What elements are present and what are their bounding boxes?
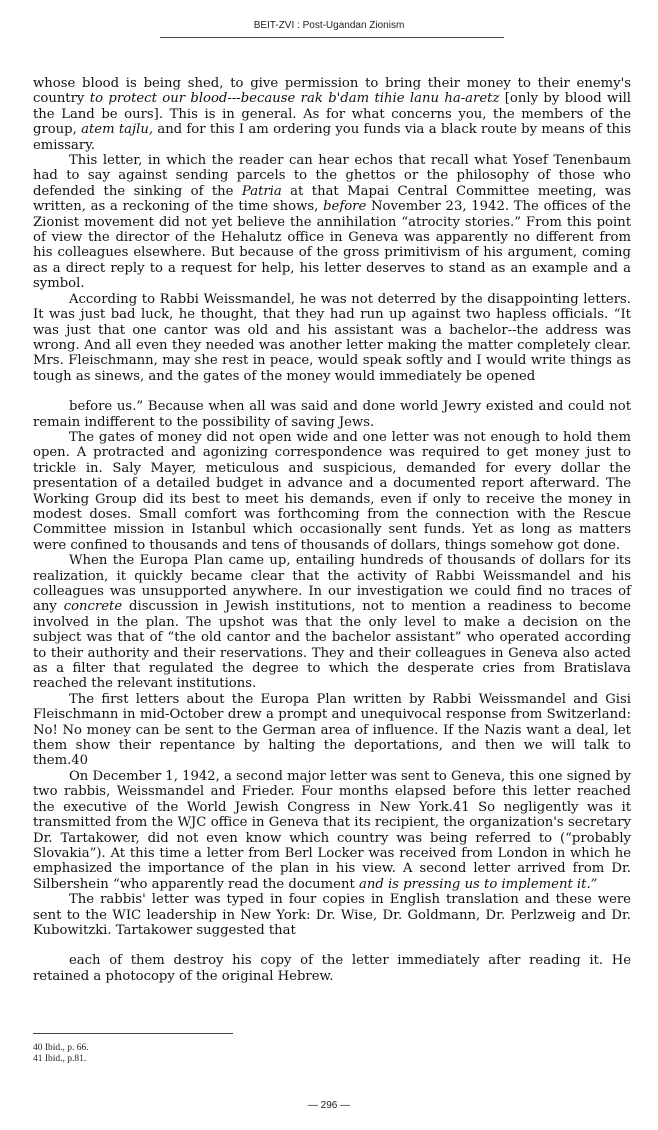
text-run: The rabbis' letter was typed in four copies in English translation and these were sent to the WIC leadership in New York: Dr. Wise, Dr. Goldmann, Dr. Perlzweig and Dr. Kubowitzki. Tartakower suggested that: [33, 892, 631, 938]
text-run: at that Mapai Central Committee meeting, was written, as a reckoning of the time shows,: [33, 183, 631, 215]
body-text: [33, 76, 631, 984]
text-run: each of them destroy his copy of the letter immediately after reading it. He retained a photocopy of the original Hebrew.: [33, 953, 631, 984]
footnote-divider: [33, 1033, 233, 1034]
header-divider: [160, 37, 504, 38]
text-run: whose blood is being shed, to give permission to bring their money to their enemy's country: [33, 76, 631, 107]
text-run: [only by blood will the Land be ours]. This is in general. As for what concerns you, the members of the group,: [33, 91, 632, 138]
text-run: This letter, in which the reader can hear echos that recall what Yosef Tenenbaum had to say against sending parcels to the ghettos or the philosophy of those who defended the sinking of the: [33, 153, 631, 199]
paragraph-10: [33, 953, 631, 984]
paragraph-8: [33, 769, 631, 892]
text-run: before us.” Because when all was said and done world Jewry existed and could not remain indifferent to the possibility of saving Jews.: [33, 399, 631, 430]
paragraph-3: [33, 292, 631, 384]
text-run: November 23, 1942. The offices of the Zionist movement did not yet believe the annihilation “atrocity stories.” From this point of view the director of the Hehalutz office in Geneva was apparently no different from his colleagues elsewhere. But because of the gross primitivism of his argument, coming as a direct reply to a request for help, his letter deserves to stand as an example and a symbol.: [33, 199, 631, 292]
paragraph-6: [33, 553, 631, 692]
text-run: discussion in Jewish institutions, not to mention a readiness to become involved in the plan. The upshot was that the only level to make a decision on the subject was that of “the old cantor and the bachelor assistant” who operated according to their authority and their reservations. They and their colleagues in Geneva also acted as a filter that regulated the degree to which the desperate cries from Bratislava reached the relevant institutions.: [33, 599, 631, 692]
text-run: When the Europa Plan came up, entailing hundreds of thousands of dollars for its realization, it quickly became clear that the activity of Rabbi Weissmandel and his colleagues was unsupported anywhere. In our investigation we could find no traces of any: [33, 553, 631, 615]
text-run: The gates of money did not open wide and one letter was not enough to hold them open. A protracted and agonizing correspondence was required to get money just to trickle in. Saly Mayer, meticulous and suspicious, demanded for every dollar the presentation of a detailed budget in advance and a documented report afterward. The Working Group did its best to meet his demands, even if only to receive the money in modest doses. Small comfort was forthcoming from the connection with the Rescue Committee mission in Istanbul which occasionally sent funds. Yet as long as matters were confined to thousands and tens of thousands of dollars, things somehow got done.: [33, 429, 631, 553]
text-run: and for this I am ordering you funds via a black route by means of this emissary.: [33, 122, 631, 153]
text-run: The first letters about the Europa Plan written by Rabbi Weissmandel and Gisi Fleischmann in mid-October drew a prompt and unequivocal response from Switzerland: No! No money can be sent to the German area of influence. If the Nazis want a deal, let them show their repentance by halting the deportations, and then we will talk to them.40: [33, 691, 631, 769]
paragraph-5: [33, 430, 631, 553]
text-run: On December 1, 1942, a second major letter was sent to Geneva, this one signed by two rabbis, Weissmandel and Frieder. Four months elapsed before this letter reached the executive of the World Jewish Congress in New York.41 So negligently was it transmitted from the WJC office in Geneva that its recipient, the organization's secretary Dr. Tartakower, did not even know which country was being referred to (“probably Slovakia”). At this time a letter from Berl Locker was received from London in which he emphasized the importance of the plan in his view. A second letter arrived from Dr. Silbershein “who apparently read the document: [33, 768, 632, 892]
italic-text: before: [323, 199, 367, 215]
paragraph-4: [33, 399, 631, 430]
italic-text: to protect our blood---because rak b'dam tihie lanu ha-aretz: [89, 91, 500, 107]
text-run: According to Rabbi Weissmandel, he was not deterred by the disappointing letters. It was just bad luck, he thought, that they had run up against two hapless officials. “It was just that one cantor was old and his assistant was a bachelor--the address was wrong. And all even they needed was another letter making the matter completely clear. Mrs. Fleischmann, may she rest in peace, would speak softly and I would write things as tough as sinews, and the gates of the money would immediately be opened: [33, 291, 631, 384]
paragraph-1: [33, 76, 631, 153]
paragraph-9: [33, 892, 631, 938]
italic-text: and is pressing us to implement it.”: [358, 876, 598, 892]
footnotes: [33, 1043, 433, 1065]
footnote-41: 41 Ibid., p.81.: [33, 1054, 87, 1064]
italic-text: atem tajlu,: [81, 122, 154, 138]
paragraph-2: [33, 153, 631, 292]
paragraph-7: [33, 692, 631, 769]
italic-text: concrete: [63, 599, 123, 615]
italic-text: Patria: [241, 183, 282, 199]
page-number: — 296 —: [307, 1100, 351, 1111]
footnote-40: 40 Ibid., p. 66.: [33, 1043, 89, 1053]
running-header: BEIT-ZVI : Post-Ugandan Zionism: [253, 20, 405, 31]
